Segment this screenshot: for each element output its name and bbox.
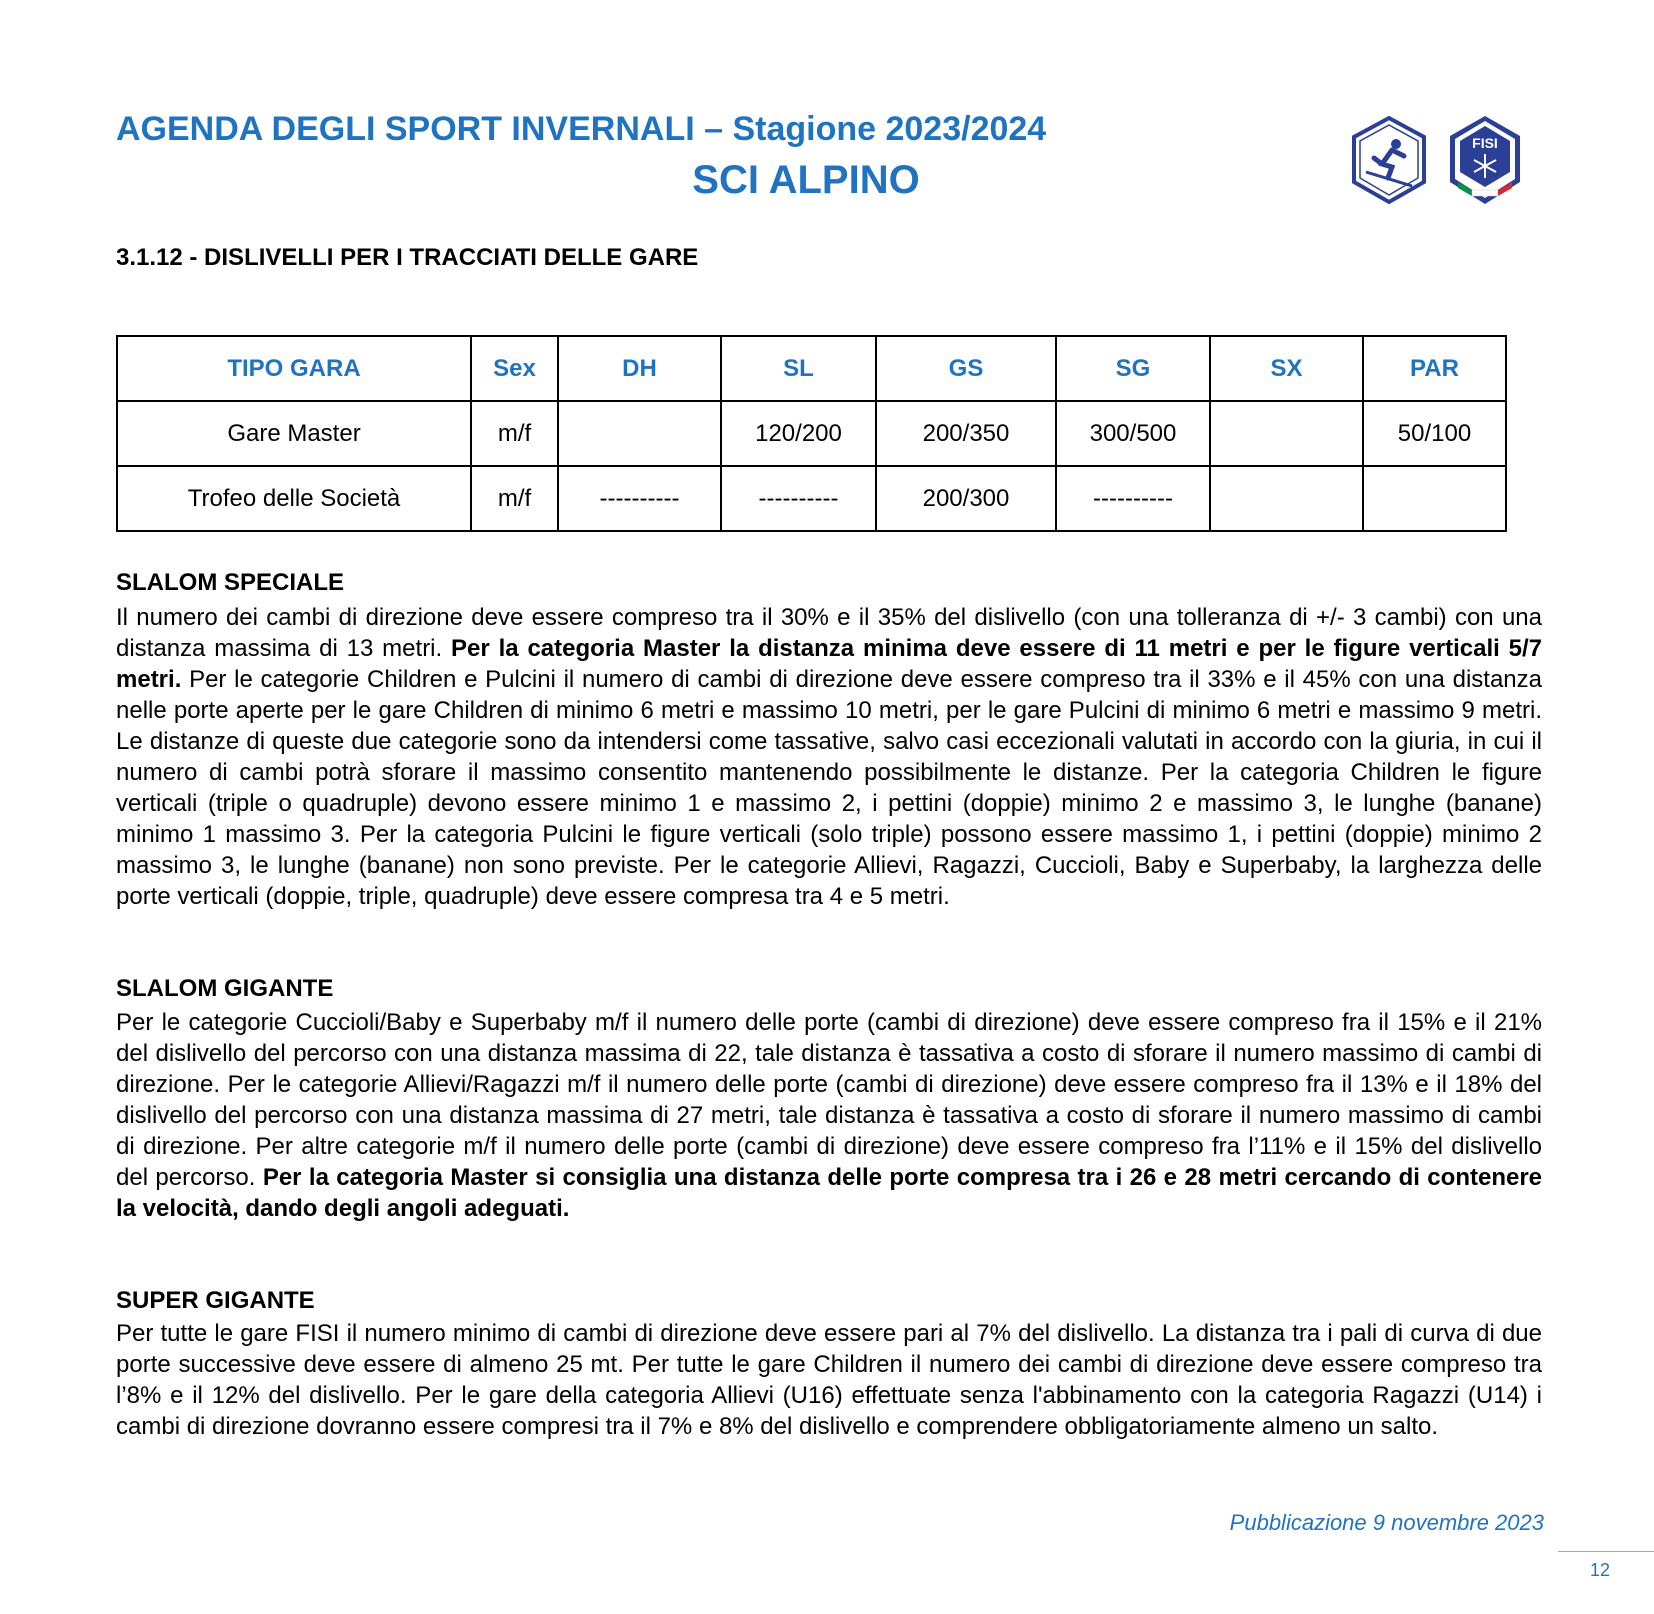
table-cell bbox=[1210, 466, 1363, 531]
header-sx: SX bbox=[1210, 336, 1363, 401]
slalom-speciale-heading: SLALOM SPECIALE bbox=[116, 569, 345, 596]
table-cell: ---------- bbox=[721, 466, 876, 531]
table-cell: Trofeo delle Società bbox=[117, 466, 471, 531]
header-sg: SG bbox=[1056, 336, 1210, 401]
table-cell bbox=[1363, 466, 1506, 531]
fisi-logo bbox=[1450, 116, 1520, 204]
slalom-speciale-text-bold: Per la categoria Master la distanza minima deve essere di 11 metri e per le figure verticali 5/7 metri. bbox=[116, 635, 1543, 693]
table-cell: 120/200 bbox=[721, 401, 876, 466]
table-cell: 200/300 bbox=[876, 466, 1056, 531]
footer-divider bbox=[1558, 1551, 1654, 1552]
header-dh: DH bbox=[558, 336, 721, 401]
super-gigante-paragraph bbox=[116, 1318, 1542, 1442]
slalom-speciale-text-2: Per le categorie Children e Pulcini il numero di cambi di direzione deve essere compreso tra il 33% e il 45% con una distanza nelle porte aperte per le gare Children di minimo 6 metri e massimo 10 metri, per le gare Pulcini di minimo 6 metri e massimo 9 metri. Le distanze di queste due categorie sono da intendersi come tassative, salvo casi eccezionali valutati in accordo con la giuria, in cui il numero di cambi potrà sforare il massimo consentito mantenendo possibilmente le distanze. Per la categoria Children le figure verticali (triple o quadruple) devono essere minimo 1 e massimo 2, i pettini (doppie) minimo 2 e massimo 3, le lunghe (banane) minimo 1 massimo 3. Per la categoria Pulcini le figure verticali (solo triple) possono essere massimo 1, i pettini (doppie) minimo 2 massimo 3, le lunghe (banane) non sono previste. Per le categorie Allievi, Ragazzi, Cuccioli, Baby e Superbaby, la larghezza delle porte verticali (doppie, triple, quadruple) deve essere compresa tra 4 e 5 metri. bbox=[116, 666, 1542, 910]
table-header-row bbox=[117, 336, 1506, 401]
table-cell: 300/500 bbox=[1056, 401, 1210, 466]
header-gs: GS bbox=[876, 336, 1056, 401]
table-cell: 50/100 bbox=[1363, 401, 1506, 466]
table-cell: m/f bbox=[471, 401, 558, 466]
table-row bbox=[117, 466, 1506, 531]
slalom-gigante-paragraph bbox=[116, 1007, 1542, 1224]
table-cell: Gare Master bbox=[117, 401, 471, 466]
slalom-gigante-heading: SLALOM GIGANTE bbox=[116, 975, 334, 1002]
section-title: 3.1.12 - DISLIVELLI PER I TRACCIATI DELLE GARE bbox=[116, 244, 699, 271]
slalom-speciale-paragraph bbox=[116, 602, 1542, 912]
table-cell: ---------- bbox=[558, 466, 721, 531]
logos bbox=[1352, 112, 1532, 212]
ski-federation-hexagon-logo bbox=[1352, 112, 1532, 212]
document-subtitle: SCI ALPINO bbox=[692, 158, 920, 202]
header-tipo-gara: TIPO GARA bbox=[117, 336, 471, 401]
fisi-logo-text: FISI bbox=[1472, 135, 1498, 151]
dislivelli-table bbox=[116, 335, 1507, 532]
slalom-gigante-text-1: Per le categorie Cuccioli/Baby e Superbaby m/f il numero delle porte (cambi di direzione) deve essere compreso fra il 15% e il 21% del dislivello del percorso con una distanza massima di 22, tale distanza è tassativa a costo di sforare il numero massimo di cambi di direzione. Per le categorie Allievi/Ragazzi m/f il numero delle porte (cambi di direzione) deve essere compreso fra il 13% e il 18% del dislivello del percorso con una distanza massima di 27 metri, tale distanza è tassativa a costo di sforare il numero massimo di cambi di direzione. Per altre categorie m/f il numero delle porte (cambi di direzione) deve essere compreso fra l’11% e il 15% del dislivello del percorso. bbox=[116, 1009, 1542, 1191]
slalom-speciale-text-1: Il numero dei cambi di direzione deve essere compreso tra il 30% e il 35% del dislivello (con una tolleranza di +/- 3 cambi) con una distanza massima di 13 metri. bbox=[116, 604, 1542, 662]
table-cell bbox=[558, 401, 721, 466]
super-gigante-heading: SUPER GIGANTE bbox=[116, 1287, 315, 1314]
slalom-gigante-text-bold: Per la categoria Master si consiglia una distanza delle porte compresa tra i 26 e 28 metri cercando di contenere la velocità, dando degli angoli adeguati. bbox=[116, 1164, 1543, 1222]
header-sex: Sex bbox=[471, 336, 558, 401]
table-cell: ---------- bbox=[1056, 466, 1210, 531]
table-cell bbox=[1210, 401, 1363, 466]
publication-date: Pubblicazione 9 novembre 2023 bbox=[1229, 1510, 1544, 1535]
super-gigante-text-1: Per tutte le gare FISI il numero minimo di cambi di direzione deve essere pari al 7% del dislivello. La distanza tra i pali di curva di due porte successive deve essere di almeno 25 mt. Per tutte le gare Children il numero dei cambi di direzione deve essere compreso tra l’8% e il 12% del dislivello. Per le gare della categoria Allievi (U16) effettuate senza l'abbinamento con la categoria Ragazzi (U14) i cambi di direzione dovranno essere compresi tra il 7% e 8% del dislivello e comprendere obbligatoriamente almeno un salto. bbox=[116, 1320, 1542, 1440]
table-row bbox=[117, 401, 1506, 466]
header-sl: SL bbox=[721, 336, 876, 401]
table-cell: 200/350 bbox=[876, 401, 1056, 466]
document-title: AGENDA DEGLI SPORT INVERNALI – Stagione 2023/2024 bbox=[116, 110, 1047, 148]
table-cell: m/f bbox=[471, 466, 558, 531]
header-par: PAR bbox=[1363, 336, 1506, 401]
page-number: 12 bbox=[1589, 1560, 1611, 1580]
